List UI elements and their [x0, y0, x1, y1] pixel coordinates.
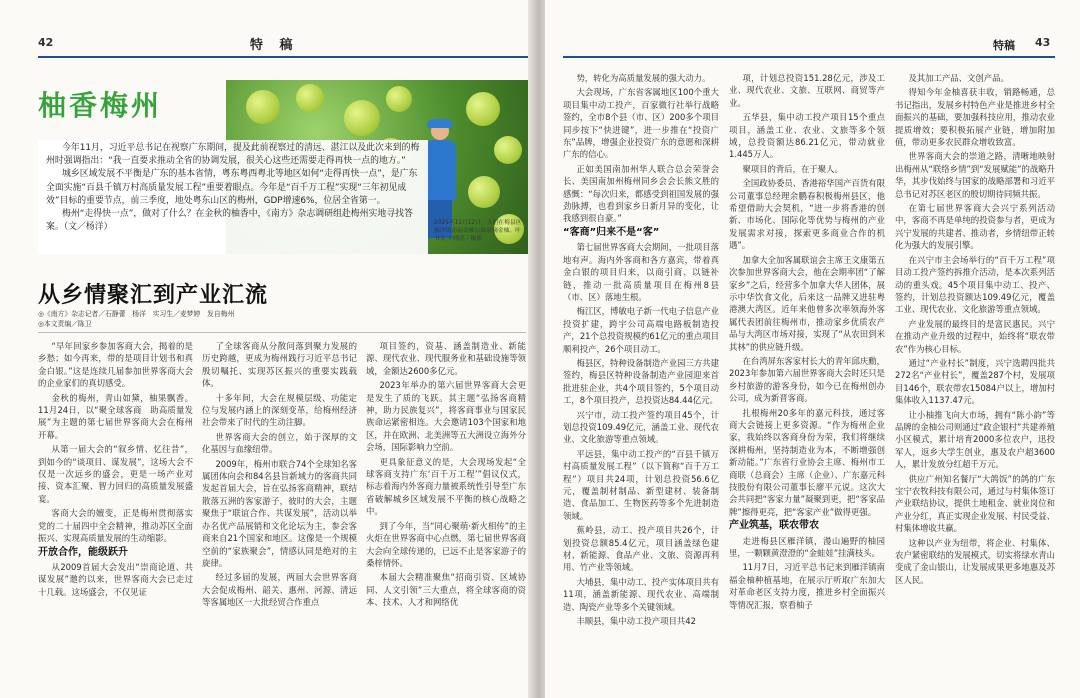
paragraph: 得知今年金柚喜获丰收，销路畅通，总书记指出，发展乡村特色产业是推进乡村全面振兴的基础，要加强科技应用，推动农业提质增效；要积极拓展产业链，增加附加值，带动更多农民群众增收致富。 [895, 87, 1055, 148]
paragraph: 了全球客商从分散问落到聚力发展的历史跨越，更成为梅州践行习近平总书记殷切嘱托、实现苏区振兴的重要实践载体。 [202, 341, 357, 389]
left-column-3 [366, 340, 526, 690]
paragraph: 聚项目的背后，在于聚人。 [742, 163, 843, 174]
paragraph: 从2009首届大会发出“崇商论道、共谋发展”邀约以来，世界客商大会已走过十几载。这场盛会，不仅见证 [38, 561, 193, 597]
intro-paragraph: 梅州“走得快一点”，做对了什么？在金秋的柚香中，《南方》杂志调研组赴梅州实地寻找答案。（文／杨洋） [46, 209, 413, 233]
paragraph: 十多年间，大会在规模层级、功能定位与发展内涵上的深刻变革，给梅州经济社会带来了时代的生动注脚。 [202, 392, 357, 428]
title-divider [38, 332, 526, 333]
intro-text [46, 142, 426, 234]
paragraph: 梅江区，博敏电子新一代电子信息产业投资扩建，跨宇公司高端电路板制造投产，21个总投资规模约61亿元的重点项目顺利投产，26个项目动工。 [563, 306, 719, 354]
paragraph: 兴宁市，动工投产签约项目45个，计划总投资109.49亿元，涵盖工业、现代农业、文化旅游等重点领域。 [563, 409, 719, 445]
paragraph: 在台湾屏东客家村长大的青年邱庆勳，2023年参加第六届世界客商大会时还只是乡村旅游的游客身份，如今已在梅州创办公司，成为新晋客商。 [729, 355, 885, 404]
paragraph: “早年回家乡参加客商大会，揭着的是乡愁；如今再来，带的是项目计划书和真金白银。”这是连续几届参加世界客商大会的企业家们的真切感受。 [38, 341, 193, 389]
paragraph: 11月7日，习近平总书记来到雁洋镇南福金柚种植基地，在展示厅听取广东加大对革命老区支持力度，推进乡村全面振兴等情况汇报，察看柚子 [729, 562, 885, 610]
paragraph: 项目签约，资基、涵盖制造业、新能源、现代农业、现代服务业和基础设施等领域，金额达2600多亿元。 [366, 341, 526, 376]
left-column-2 [202, 340, 357, 690]
byline-authors: ◎《南方》杂志记者／石静蕾 杨洋 实习生／麦梦婷 发自梅州 [38, 310, 235, 318]
paragraph: 2023年举办的第六届世界客商大会更是发生了质的飞跃。其主题“弘扬客商精神，助力民族复兴”，将客商事业与国家民族命运紧密相连。大会邀请103个国家和地区，并在欧洲、北美洲等五大洲设立海外分会场，国际影响力空前。 [366, 380, 526, 453]
paragraph: 在兴宁市主会场举行的“百千万工程”项目动工投产签约拆推介活动，是本次系列活动的重头戏。45个项目集中动工、投产、签约，计划总投资额达109.49亿元，覆盖工业、现代农业、文化旅游等重点领域。 [895, 254, 1055, 315]
paragraph: 到了今年，当“同心聚萌·新火相传”的主火炬在世界客商中心点燃，第七届世界客商大会向全球传递的，已远不止是客家游子的桑梓情怀。 [366, 520, 526, 568]
article-title: 从乡情聚汇到产业汇流 [38, 283, 269, 308]
left-column-1 [38, 340, 193, 690]
section-heading: 开放合作，能级跃升 [38, 546, 128, 558]
paragraph: 本届大会精准聚焦“招商引资、区域协同、人文引领”三大重点，将全球客商的资本、技术、人才和网络优 [366, 572, 526, 608]
section-heading: 产业筑基，联农带农 [729, 520, 819, 532]
paragraph: 产业发展的最终目的是富民惠民。兴宁在推动产业升级的过程中，始终将“联农带农”作为核心目标。 [895, 318, 1055, 354]
paragraph: 世界客商大会的创立，始于深厚的文化基因与血缘纽带。 [202, 431, 357, 455]
paragraph: 经过多届的发展，两届大会世界客商大会促成梅州、韶关、惠州、河源、清远等客属地区一大批经贸合作重点 [202, 572, 357, 608]
section-heading: “客商”归来不是“客” [563, 226, 660, 238]
paragraph: 蕉岭县，动工、投产项目共26个，计划投资总额85.4亿元，项目涵盖绿色建材、新能源、食品产业、文旅、资源再利用、竹产业等领域。 [563, 525, 719, 573]
paragraph: 供应广州知名餐厅“大鸽饭”的鸽的广东宝宁农牧科技有限公司，通过与村集体签订产业联结协议，提供土地租金、就业岗位和产业分红，真正实现企业发展、村民受益、村集体增收共赢。 [895, 473, 1055, 534]
paragraph: 及其加工产品、文创产品。 [908, 73, 1009, 83]
paragraph: 走进梅县区雁洋镇，漫山遍野的柚园里，一颗颗黄澄澄的“金蛙娃”挂满枝头。 [729, 535, 885, 559]
byline [38, 309, 234, 329]
right-page-number: 43 [1035, 36, 1051, 49]
paragraph: 让小柚推飞向大市场，拥有“陈小韵”等品牌的金柚公司则通过“政企银村”共建养殖小区模式，累计培育2000多位农户，迅投军人，返乡大学生创业，惠及农户超3600人，累计发放分红超千万元。 [895, 409, 1055, 470]
photo-caption: 2025年11月12日，人们在梅县区雁洋镇南福金柚公园采摘金柚。叶书文 卜晓萍／摄影 [434, 220, 522, 242]
right-column-2 [729, 72, 885, 692]
paragraph: 梅县区，特种设备制造产业园三方共建签约，梅县区特种设备制造产业园迎来首批进驻企业，共4个项目签约，5个项目动工，8个项目投产，总投资达84.44亿元。 [563, 357, 719, 406]
paragraph: 金秋的梅州，青山如黛，柚果飘香。11月24日，以“聚全球客商 助高质量发展”为主题的第七届世界客商大会在梅州开幕。 [38, 392, 193, 440]
paragraph: 五华县，集中动工投产项目15个重点项目，涵盖工业、农业、文旅等多个领域，总投资额达86.21亿元，带动就业1.445万人。 [729, 112, 885, 160]
intro-paragraph: 今年11月，习近平总书记在视察广东期间，提及此前视察过的清远、湛江以及此次来到的梅州时强调指出：“我一直要求推动全省的协调发展，很关心这些还需要走得再快一点的地方。” [46, 143, 420, 167]
feature-title: 柚香梅州 [38, 89, 163, 122]
paragraph: 从第一届大会的“叙乡情、忆往昔”，到如今的“谈项目、谋发展”，这场大会不仅是一次远乡的盛会，更是一场产业对接、资本汇聚、智力回归的高质量发展盛宴。 [38, 444, 193, 504]
paragraph: 平远县，集中动工投产的“百县千镇万村高质量发展工程”（以下简称“百千万工程”）项目共24项，计划总投资56.6亿元，覆盖制材制品、新型建材、装备制造、食品加工、生物医药等多个先进制造领域。 [563, 448, 719, 521]
paragraph: 这种以产业为纽带，将企业、村集体、农户紧密联结的发展模式，切实将绿水青山变成了金山银山，让发展成果更多地惠及苏区人民。 [895, 537, 1055, 585]
paragraph: 2009年，梅州市联合74个全球知名客属团体向会和84名县旨新域力的客商共同发起首届大会，旨在弘扬客商精神，联结散落五洲的客家游子，彼时的大会，主题聚焦于“联谊合作、共谋发展”，活动以举办名优产品展销和文化论坛为主，参会客商来自21个国家和地区。这像是一个规模空前的“家族聚会”，情感认同是绝对的主旋律。 [202, 458, 357, 568]
paragraph: 客商大会的嬗变，正是梅州贯彻落实党的二十届四中全会精神，推动苏区全面振兴、实现高质量发展的生动缩影。 [38, 508, 193, 544]
paragraph: 在第七届世界客商大会兴宁系列活动中，客商不再是单纯的投资参与者，更成为兴宁发展的共建者、推动者，乡情纽带正转化为强大的发展引擎。 [895, 203, 1055, 251]
left-section-title: 特 稿 [250, 38, 299, 53]
right-page [545, 0, 1080, 698]
paragraph: 正如美国南加州华人联合总会荣誉会长、美国南加州梅州同乡会会长熊文胜的感慨：“每次归来，都感受到祖国发展的强劲脉搏，也看到家乡日新月异的变化，让我感到很自豪。” [563, 163, 719, 224]
paragraph: 世界客商大会的崇道之路，清晰地映射出梅州从“联络乡情”到“发展赋能”的战略升华，其步伐始终与国家的战略部署和习近平总书记对苏区老区的殷切期待同频共振。 [895, 151, 1055, 199]
right-column-3 [895, 72, 1055, 692]
paragraph: 大会现场，广东省客属地区100个重大项目集中动工投产，百家微行社举行战略签约，全市8个县（市、区）200多个项目同步按下“快进键”，进一步推在“投资广东”品牌，增强企业投资广东的意愿和深耕广东的信心。 [563, 87, 719, 160]
paragraph: 扎根梅州20多年的嘉元科技，通过客商大会链接上更多资源。“作为梅州企业家，我始终以客商身份为荣，我们将继续深耕梅州，坚持制造业为本，不断增强创新动能。”广东省行业协会主席、梅州市工商联（总商会）主席（企业）、广东嘉元科技股份有限公司董事长廖平元说。这次大会共同把“客家力量”凝聚到更，把“客家品牌”擦得更亮，把“客家产业”做得更强。 [729, 407, 885, 517]
paragraph: 丰顺县，集中动工投产项目共42 [576, 616, 696, 627]
left-page [0, 0, 535, 698]
paragraph: 第七届世界客商大会期间，一批项目落地有声。海内外客商和各方嘉宾，带着真金白银的项目归来，以商引商、以链补链，推动一批高质量项目在梅州8县（市、区）落地生根。 [563, 242, 719, 302]
paragraph: 全国政协委员、香港裕华国产百货有限公司董事总经理余鹏春积极梅州县区，他希望借助大会契机，“进一步将香港的创新、市场化、国际化等优势与梅州的产业发展需求对接，探索更多商业合作的机遇”。 [729, 178, 885, 251]
paragraph: 通过“产业村长”制度，兴宁选聘四批共272名“产业村长”，覆盖287个村，发展项目146个，联农带农15084户以上，增加村集体收入1137.47元。 [895, 357, 1055, 406]
right-header-rule [563, 56, 1055, 58]
paragraph: 项，计划总投资151.28亿元，涉及工业、现代农业、文旅、互联网、商贸等产业。 [729, 73, 885, 108]
paragraph: 加拿大全加客属联谊会主席王文康第五次参加世界客商大会，他在会期率团“了解家乡”之后，经营多个加拿大华人团体，展示中华饮食文化，后来这一品牌又进驻粤港澳大湾区。近年来他曾多次率领海外客属代表团前往梅州市，推动家乡优质农产品与大湾区市场对接，实现了“从农田到米其林”的供应链升级。 [729, 254, 885, 352]
byline-editor: ◎本文责编／陈卫 [38, 320, 92, 328]
left-header-rule [38, 56, 528, 58]
paragraph: 势，转化为高质量发展的强大动力。 [576, 73, 711, 83]
right-column-1 [563, 72, 719, 692]
right-section-title: 特稿 [993, 39, 1015, 52]
paragraph: 更具象征意义的是，大会现场发起“全球客商支持广东‘百千万工程’”倡议仪式，标志着海内外客商力量被系统性引导至广东省破解城乡区域发展不平衡的核心战略之中。 [366, 456, 526, 517]
paragraph: 大埔县，集中动工、投产实体项目共有11项，涵盖新能源、现代农业、高端制造、陶瓷产业等多个关键领域。 [563, 576, 719, 612]
left-page-number: 42 [38, 36, 54, 49]
intro-paragraph: 城乡区域发展不平衡是广东的基本省情，粤东粤西粤北等地区如何“走得再快一点”，是广东全面实施“百县千镇万村高质量发展工程”重要着眼点。今年是“百千万工程”实现“三年初见成效”目标的重要节点，前三季度，地处粤东山区的梅州，GDP增速6%，位居全省第一。 [46, 169, 418, 206]
